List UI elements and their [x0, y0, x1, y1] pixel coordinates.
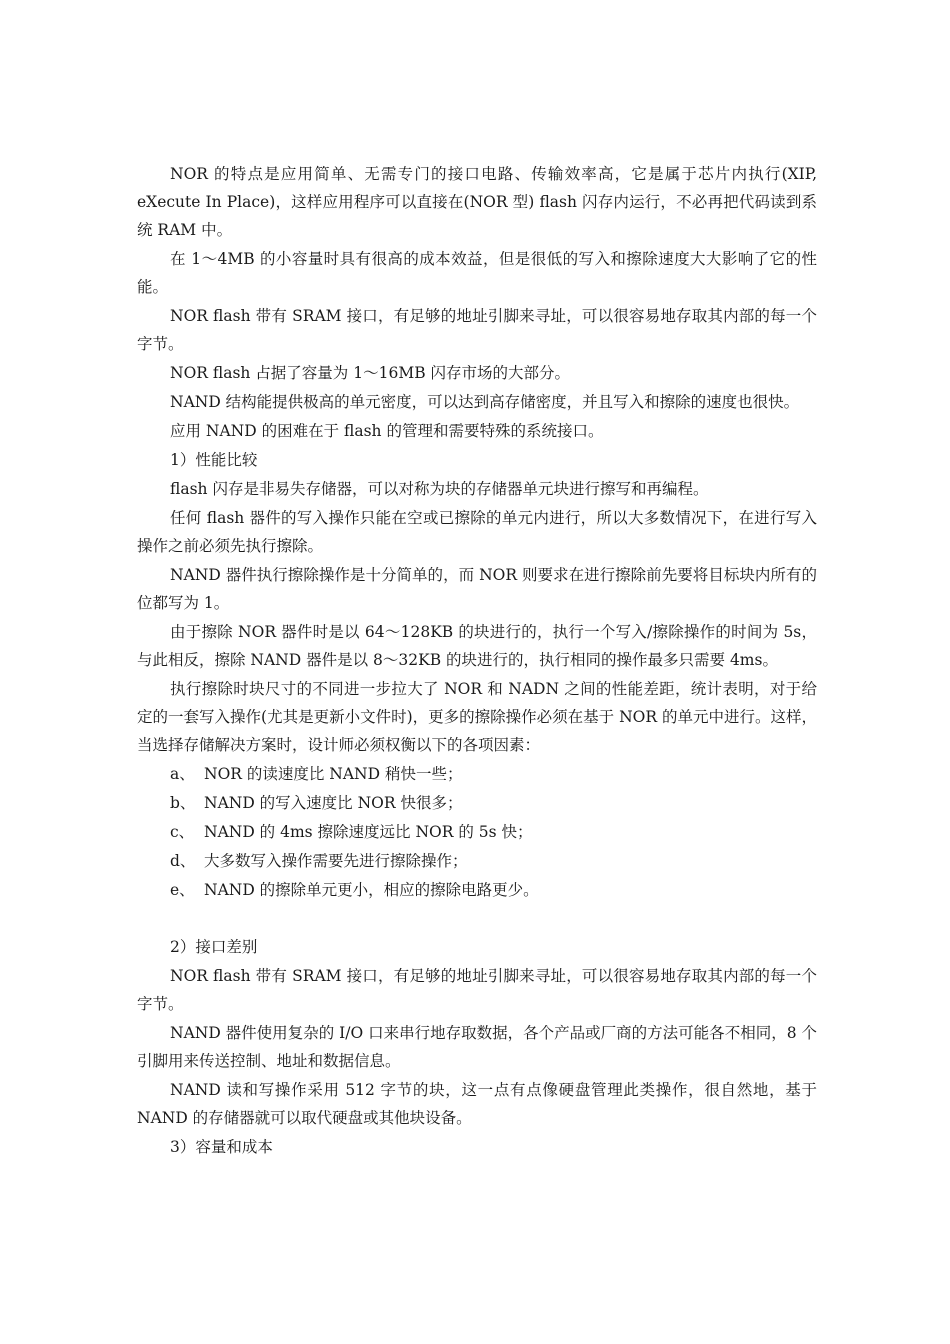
list-item-text: NAND 的写入速度比 NOR 快很多； — [204, 794, 463, 812]
paragraph-nand-difficulty: 应用 NAND 的困难在于 flash 的管理和需要特殊的系统接口。 — [170, 422, 604, 440]
list-item-c — [137, 818, 817, 846]
paragraph-flash-nonvolatile: flash 闪存是非易失存储器，可以对称为块的存储器单元块进行擦写和再编程。 — [170, 480, 709, 498]
paragraph-block-size-gap: 执行擦除时块尺寸的不同进一步拉大了 NOR 和 NADN 之间的性能差距，统计表明，对于给定的一套写入操作(尤其是更新小文件时)，更多的擦除操作必须在基于 NOR 的单元中进行。这样，当选择存储解决方案时，设计师必须权衡以下的各项因素： — [137, 680, 817, 754]
paragraph-nor-features: NOR 的特点是应用简单、无需专门的接口电路、传输效率高，它是属于芯片内执行(XIP, eXecute In Place)，这样应用程序可以直接在(NOR 型) flash 闪存内运行，不必再把代码读到系统 RAM 中。 — [137, 165, 817, 239]
paragraph-nor-market-share: NOR flash 占据了容量为 1～16MB 闪存市场的大部分。 — [170, 364, 571, 382]
list-item-text: NAND 的 4ms 擦除速度远比 NOR 的 5s 快； — [204, 823, 533, 841]
paragraph-cost-efficiency: 在 1～4MB 的小容量时具有很高的成本效益，但是很低的写入和擦除速度大大影响了它的性能。 — [137, 250, 817, 296]
list-item-b — [137, 789, 817, 817]
paragraph-nor-sram-interface: NOR flash 带有 SRAM 接口，有足够的地址引脚来寻址，可以很容易地存取其内部的每一个字节。 — [137, 307, 817, 353]
list-marker: d、 — [170, 852, 196, 870]
document-body — [137, 160, 817, 1162]
paragraph-nand-io: NAND 器件使用复杂的 I/O 口来串行地存取数据，各个产品或厂商的方法可能各不相同，8 个引脚用来传送控制、地址和数据信息。 — [137, 1024, 817, 1070]
list-item-a — [137, 760, 817, 788]
list-item-text: 大多数写入操作需要先进行擦除操作； — [204, 852, 468, 870]
list-item-text: NOR 的读速度比 NAND 稍快一些； — [204, 765, 463, 783]
section-heading-interface: 2）接口差别 — [170, 938, 258, 956]
list-marker: e、 — [170, 881, 195, 899]
list-item-text: NAND 的擦除单元更小，相应的擦除电路更少。 — [204, 881, 539, 899]
paragraph-nand-erase-simple: NAND 器件执行擦除操作是十分简单的，而 NOR 则要求在进行擦除前先要将目标块内所有的位都写为 1。 — [137, 566, 817, 612]
blank-line — [137, 905, 817, 933]
list-marker: b、 — [170, 794, 196, 812]
section-heading-performance: 1）性能比较 — [170, 451, 258, 469]
paragraph-nand-density: NAND 结构能提供极高的单元密度，可以达到高存储密度，并且写入和擦除的速度也很快。 — [170, 393, 800, 411]
paragraph-nand-block-rw: NAND 读和写操作采用 512 字节的块，这一点有点像硬盘管理此类操作，很自然地，基于 NAND 的存储器就可以取代硬盘或其他块设备。 — [137, 1081, 817, 1127]
list-marker: a、 — [170, 765, 195, 783]
list-marker: c、 — [170, 823, 195, 841]
section-heading-capacity-cost: 3）容量和成本 — [170, 1138, 273, 1156]
paragraph-write-erase-rule: 任何 flash 器件的写入操作只能在空或已擦除的单元内进行，所以大多数情况下，在进行写入操作之前必须先执行擦除。 — [137, 509, 817, 555]
list-item-e — [137, 876, 817, 904]
paragraph-nor-sram-interface-2: NOR flash 带有 SRAM 接口，有足够的地址引脚来寻址，可以很容易地存取其内部的每一个字节。 — [137, 967, 817, 1013]
list-item-d — [137, 847, 817, 875]
paragraph-erase-time: 由于擦除 NOR 器件时是以 64～128KB 的块进行的，执行一个写入/擦除操作的时间为 5s，与此相反，擦除 NAND 器件是以 8～32KB 的块进行的，执行相同的操作最多只需要 4ms。 — [137, 623, 817, 669]
